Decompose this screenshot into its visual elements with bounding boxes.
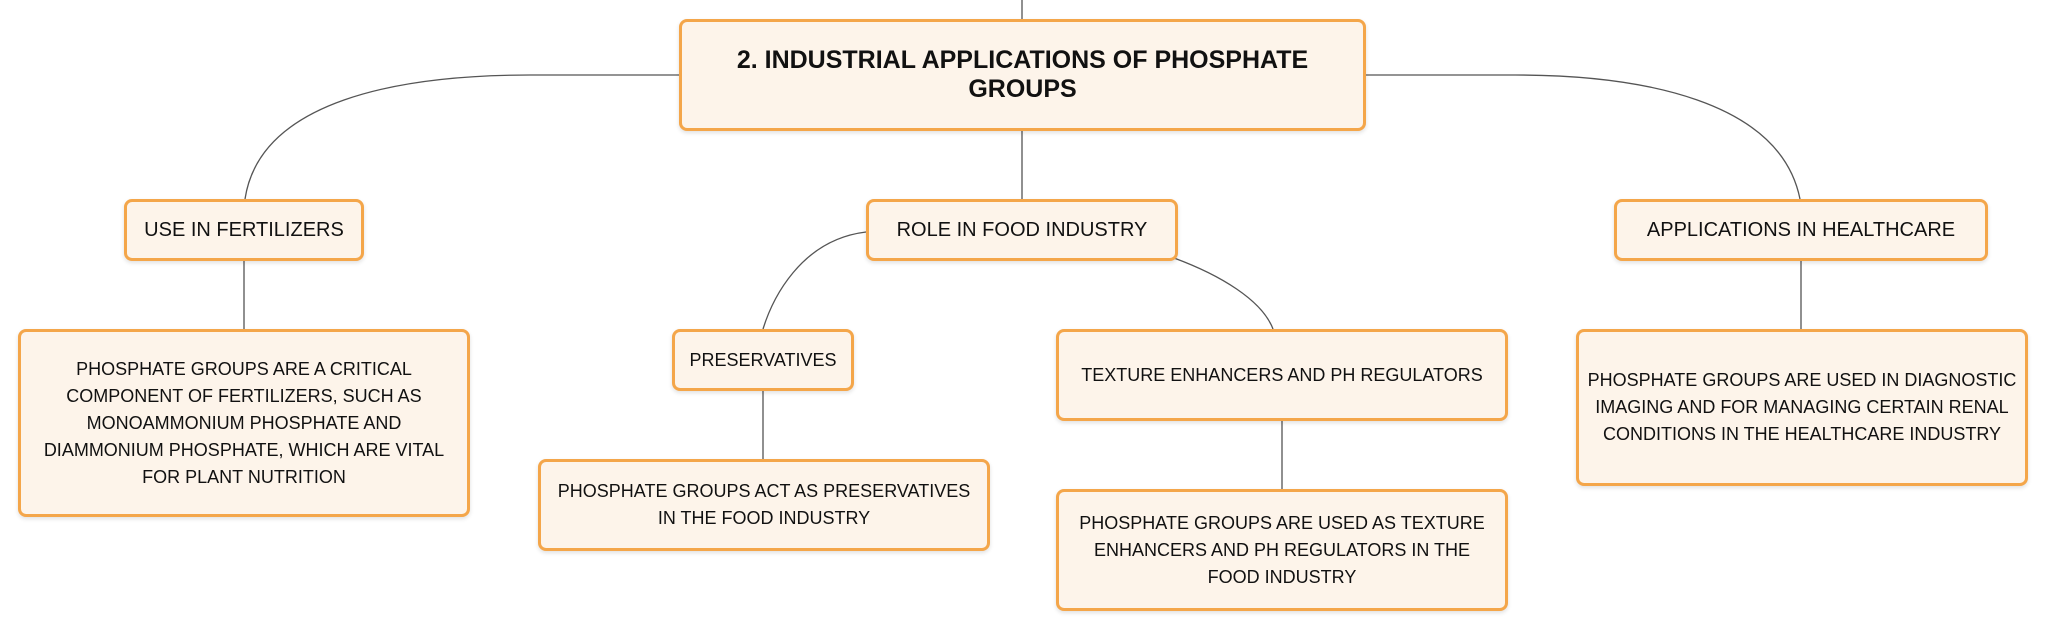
subtopic-preservatives-label: PRESERVATIVES	[689, 349, 837, 370]
detail-fertilizers[interactable]	[18, 329, 470, 517]
detail-texture-enhancers[interactable]	[1056, 489, 1508, 611]
topic-fertilizers-label: USE IN FERTILIZERS	[144, 218, 344, 241]
subtopic-preservatives[interactable]	[672, 329, 854, 391]
topic-food-industry-label: ROLE IN FOOD INDUSTRY	[896, 218, 1148, 241]
connector-food-preservatives	[763, 232, 866, 329]
root-title: 2. INDUSTRIAL APPLICATIONS OF PHOSPHATE GROUPS	[736, 46, 1309, 103]
detail-preservatives[interactable]	[538, 459, 990, 551]
detail-texture-enhancers-text: PHOSPHATE GROUPS ARE USED AS TEXTURE ENHANCERS AND PH REGULATORS IN THE FOOD INDUSTRY	[1079, 512, 1485, 587]
connector-root-healthcare	[1366, 75, 1800, 199]
detail-fertilizers-text: PHOSPHATE GROUPS ARE A CRITICAL COMPONENT OF FERTILIZERS, SUCH AS MONOAMMONIUM PHOSPHATE AND DIAMMONIUM PHOSPHATE, WHICH ARE VITAL FOR PLANT NUTRITION	[43, 358, 445, 487]
topic-food-industry[interactable]	[866, 199, 1178, 261]
subtopic-texture-enhancers-label: TEXTURE ENHANCERS AND PH REGULATORS	[1081, 364, 1483, 385]
root-node[interactable]	[679, 19, 1366, 131]
detail-healthcare[interactable]	[1576, 329, 2028, 486]
subtopic-texture-enhancers[interactable]	[1056, 329, 1508, 421]
topic-healthcare-label: APPLICATIONS IN HEALTHCARE	[1646, 218, 1956, 241]
detail-preservatives-text: PHOSPHATE GROUPS ACT AS PRESERVATIVES IN THE FOOD INDUSTRY	[557, 481, 971, 528]
detail-healthcare-text: PHOSPHATE GROUPS ARE USED IN DIAGNOSTIC IMAGING AND FOR MANAGING CERTAIN RENAL CONDITIONS IN THE HEALTHCARE INDUSTRY	[1587, 370, 2017, 444]
connector-root-fertilizers	[245, 75, 679, 199]
topic-healthcare[interactable]	[1614, 199, 1988, 261]
connector-food-texture	[1174, 258, 1273, 329]
topic-fertilizers[interactable]	[124, 199, 364, 261]
